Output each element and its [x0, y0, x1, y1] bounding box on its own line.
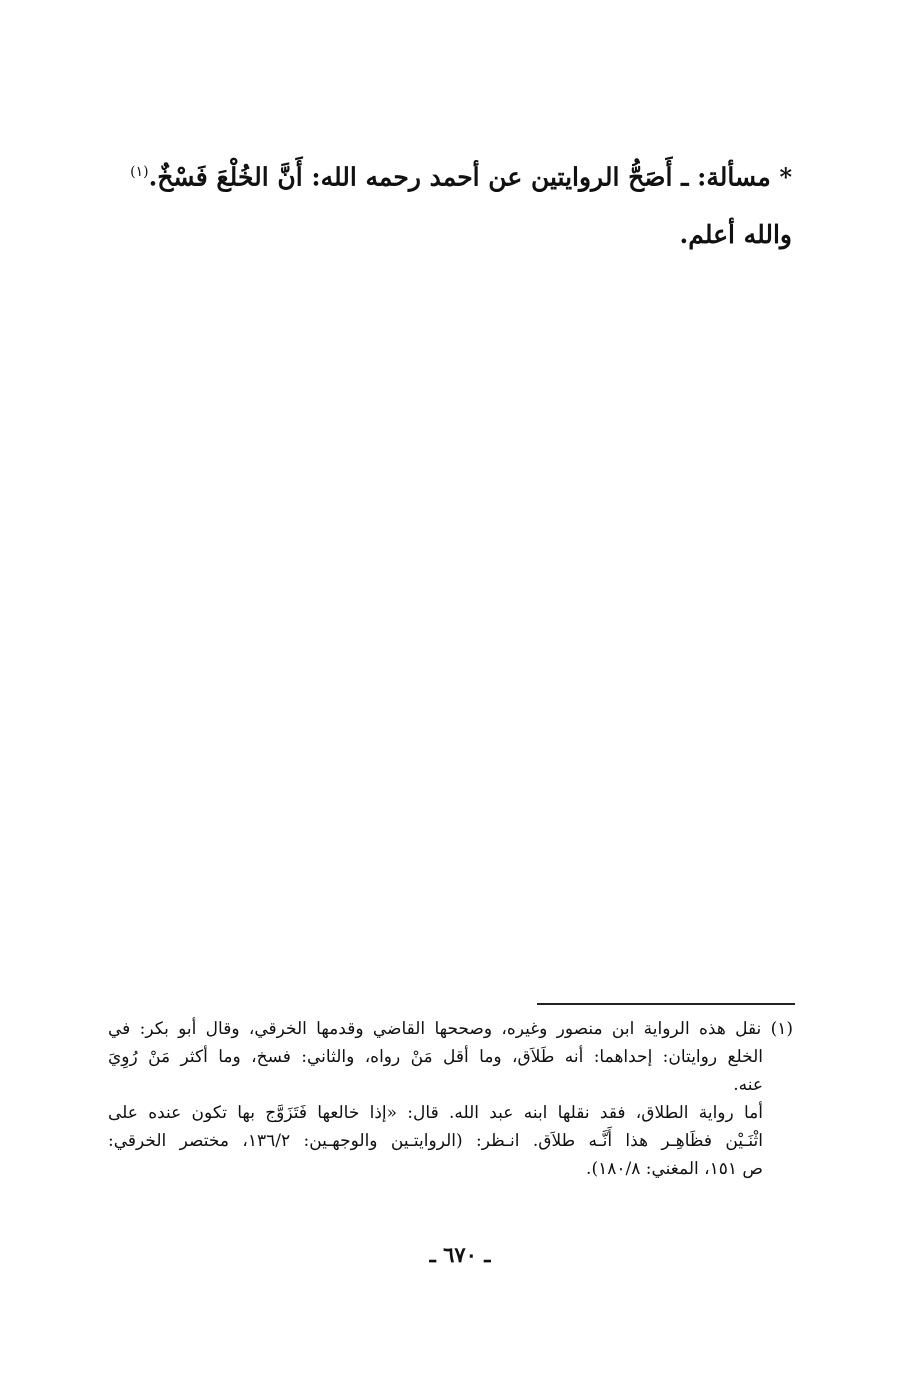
issue-text: مسألة: ـ أَصَحُّ الروايتين عن أحمد رحمه الله: أَنَّ الخُلْعَ فَسْخٌ. [148, 162, 771, 192]
issue-marker: * [779, 162, 792, 192]
footnote-separator [537, 1003, 795, 1005]
footnote-line: أما رواية الطلاق، فقد نقلها ابنه عبد الله. قال: «إذا خالعها فَتَزَوَّج بها تكون عنده على [108, 1103, 763, 1123]
main-text [112, 143, 792, 264]
footnote-reference: (١) [130, 164, 149, 180]
footnote-line: ص ١٥١، المغني: ١٨٠/٨). [586, 1159, 763, 1179]
issue-line [112, 143, 792, 206]
page-number: ـ ٦٧٠ ـ [429, 1242, 491, 1267]
footnote-line: عنه. [733, 1075, 763, 1095]
closing-line: والله أعلم. [679, 220, 792, 250]
footnote-line: (١) نقل هذه الرواية ابن منصور وغيره، وصححها القاضي وقدمها الخرقي، وقال أبو بكر: في [108, 1019, 793, 1039]
footnote-line: الخلع روايتان: إحداهما: أنه طَلاَق، وما أقل مَنْ رواه، والثاني: فسخ، وما أكثر مَنْ رُوِيَ [108, 1047, 763, 1067]
footnotes [108, 1015, 793, 1183]
footnote-line: اثْنَـيْن فظَاهِـر هذا أَنَّـه طلاَق. انـظر: (الروايتـين والوجهـين: ١٣٦/٢، مختصر الخرقي: [108, 1131, 763, 1151]
